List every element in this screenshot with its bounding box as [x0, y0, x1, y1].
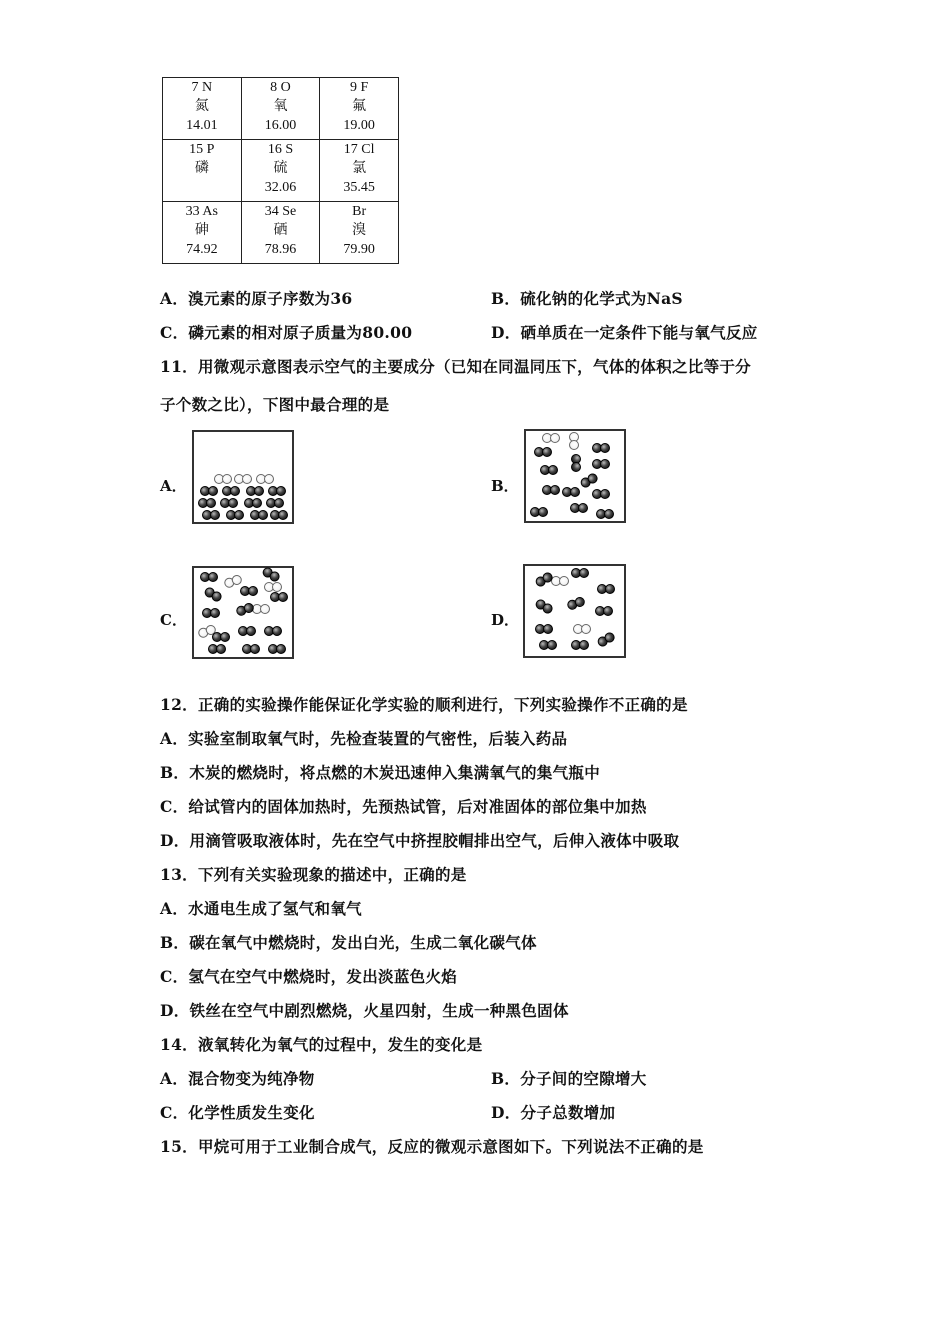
element-name: 砷 [194, 223, 209, 238]
element-cell [241, 78, 320, 140]
nitrogen-molecule-icon [200, 572, 220, 582]
nitrogen-molecule-icon [240, 586, 260, 596]
q11-label-b: B． [491, 477, 519, 495]
nitrogen-molecule-icon [250, 510, 270, 520]
nitrogen-molecule-icon [268, 486, 288, 496]
q13-option-d: D．铁丝在空气中剧烈燃烧，火星四射，生成一种黑色固体 [160, 1001, 569, 1020]
q10-option-a: A．溴元素的原子序数为36 [160, 289, 353, 308]
periodic-table-row [163, 140, 399, 202]
nitrogen-molecule-icon [592, 443, 612, 453]
element-mass: 35.45 [343, 180, 375, 195]
nitrogen-molecule-icon [571, 568, 591, 578]
element-name: 硒 [273, 223, 288, 238]
element-number-symbol: 33 As [185, 204, 218, 219]
molecule-diagram-a [192, 430, 294, 524]
nitrogen-molecule-icon [220, 498, 240, 508]
nitrogen-molecule-icon [596, 630, 618, 649]
q13-option-a: A．水通电生成了氢气和氧气 [160, 899, 362, 918]
nitrogen-molecule-icon [539, 640, 559, 650]
q12-option-c: C．给试管内的固体加热时，先预热试管，后对准固体的部位集中加热 [160, 797, 647, 816]
element-name: 氯 [352, 161, 367, 176]
q14-option-b: B．分子间的空隙增大 [491, 1069, 647, 1088]
element-name: 氮 [194, 99, 209, 114]
element-cell [320, 202, 399, 264]
element-name: 磷 [194, 161, 209, 176]
q13-option-b: B．碳在氧气中燃烧时，发出白光，生成二氧化碳气体 [160, 933, 537, 952]
element-mass: 32.06 [264, 180, 297, 195]
nitrogen-molecule-icon [530, 507, 550, 517]
q12-option-d: D．用滴管吸取液体时，先在空气中挤捏胶帽排出空气，后伸入液体中吸取 [160, 831, 680, 850]
nitrogen-molecule-icon [270, 592, 290, 602]
nitrogen-molecule-icon [592, 459, 612, 469]
nitrogen-molecule-icon [571, 640, 591, 650]
nitrogen-molecule-icon [198, 498, 218, 508]
element-cell [163, 202, 242, 264]
element-name: 氧 [273, 99, 288, 114]
nitrogen-molecule-icon [238, 626, 258, 636]
element-name: 硫 [273, 161, 288, 176]
nitrogen-molecule-icon [579, 471, 601, 490]
nitrogen-molecule-icon [534, 598, 556, 617]
element-mass: 14.01 [186, 118, 218, 133]
nitrogen-molecule-icon [226, 510, 246, 520]
element-cell [241, 202, 320, 264]
nitrogen-molecule-icon [570, 503, 590, 513]
nitrogen-molecule-icon [235, 601, 257, 617]
oxygen-molecule-icon [573, 624, 593, 634]
nitrogen-molecule-icon [246, 486, 266, 496]
nitrogen-molecule-icon [562, 487, 582, 497]
q11-label-d: D． [491, 611, 520, 629]
nitrogen-molecule-icon [592, 489, 612, 499]
element-cell [163, 78, 242, 140]
q10-option-b: B．硫化钠的化学式为NaS [491, 289, 683, 308]
q15-stem: 15．甲烷可用于工业制合成气，反应的微观示意图如下。下列说法不正确的是 [160, 1137, 704, 1156]
periodic-table-row [163, 202, 399, 264]
q10-option-c: C．磷元素的相对原子质量为80.00 [160, 323, 413, 342]
nitrogen-molecule-icon [242, 644, 262, 654]
nitrogen-molecule-icon [542, 485, 562, 495]
nitrogen-molecule-icon [208, 644, 228, 654]
element-number-symbol: 34 Se [264, 204, 297, 219]
nitrogen-molecule-icon [264, 626, 284, 636]
nitrogen-molecule-icon [566, 595, 588, 611]
q14-option-d: D．分子总数增加 [491, 1103, 616, 1122]
element-number-symbol: 17 Cl [343, 142, 375, 157]
element-mass: 79.90 [343, 242, 375, 257]
nitrogen-molecule-icon [596, 509, 616, 519]
element-name: 溴 [352, 223, 367, 238]
oxygen-molecule-icon [214, 474, 234, 484]
nitrogen-molecule-icon [597, 584, 617, 594]
element-number-symbol: 7 N [191, 80, 213, 95]
molecule-diagram-d [523, 564, 626, 658]
q14-option-c: C．化学性质发生变化 [160, 1103, 315, 1122]
oxygen-molecule-icon [264, 582, 284, 592]
q13-option-c: C．氢气在空气中燃烧时，发出淡蓝色火焰 [160, 967, 458, 986]
molecule-diagram-b [524, 429, 626, 523]
element-number-symbol: 15 P [189, 142, 215, 157]
element-number-symbol: 8 O [270, 80, 291, 95]
nitrogen-molecule-icon [595, 606, 615, 616]
element-number-symbol: 16 S [267, 142, 294, 157]
element-mass [163, 178, 241, 197]
q11-stem-line2: 子个数之比），下图中最合理的是 [160, 395, 390, 414]
nitrogen-molecule-icon [212, 632, 232, 642]
q12-option-a: A．实验室制取氧气时，先检查装置的气密性，后装入药品 [160, 729, 568, 748]
element-mass: 16.00 [264, 118, 297, 133]
nitrogen-molecule-icon [534, 447, 554, 457]
element-cell [320, 78, 399, 140]
periodic-table-row [163, 78, 399, 140]
q12-option-b: B．木炭的燃烧时，将点燃的木炭迅速伸入集满氧气的集气瓶中 [160, 763, 601, 782]
nitrogen-molecule-icon [200, 486, 220, 496]
molecule-diagram-c [192, 566, 294, 659]
element-number-symbol: 9 F [350, 80, 369, 95]
q14-option-a: A．混合物变为纯净物 [160, 1069, 315, 1088]
nitrogen-molecule-icon [222, 486, 242, 496]
nitrogen-molecule-icon [571, 454, 581, 474]
q12-stem: 12．正确的实验操作能保证化学实验的顺利进行，下列实验操作不正确的是 [160, 695, 688, 714]
element-cell [241, 140, 320, 202]
element-mass: 19.00 [343, 118, 375, 133]
oxygen-molecule-icon [256, 474, 276, 484]
nitrogen-molecule-icon [270, 510, 290, 520]
nitrogen-molecule-icon [540, 465, 560, 475]
nitrogen-molecule-icon [202, 608, 222, 618]
oxygen-molecule-icon [542, 433, 562, 443]
oxygen-molecule-icon [569, 432, 579, 452]
nitrogen-molecule-icon [203, 586, 225, 605]
q11-label-c: C． [160, 611, 187, 629]
element-cell [163, 140, 242, 202]
q10-option-d: D．硒单质在一定条件下能与氧气反应 [491, 323, 758, 342]
nitrogen-molecule-icon [535, 624, 555, 634]
element-cell [320, 140, 399, 202]
q11-stem-line1: 11．用微观示意图表示空气的主要成分（已知在同温同压下，气体的体积之比等于分 [160, 357, 751, 376]
nitrogen-molecule-icon [202, 510, 222, 520]
element-number-symbol: Br [352, 204, 367, 219]
q11-label-a: A． [160, 477, 187, 495]
q13-stem: 13．下列有关实验现象的描述中，正确的是 [160, 865, 467, 884]
element-mass: 78.96 [264, 242, 297, 257]
q14-stem: 14．液氧转化为氧气的过程中，发生的变化是 [160, 1035, 483, 1054]
nitrogen-molecule-icon [268, 644, 288, 654]
nitrogen-molecule-icon [266, 498, 286, 508]
periodic-table [162, 77, 399, 264]
nitrogen-molecule-icon [244, 498, 264, 508]
oxygen-molecule-icon [234, 474, 254, 484]
element-mass: 74.92 [186, 242, 218, 257]
element-name: 氟 [352, 99, 367, 114]
